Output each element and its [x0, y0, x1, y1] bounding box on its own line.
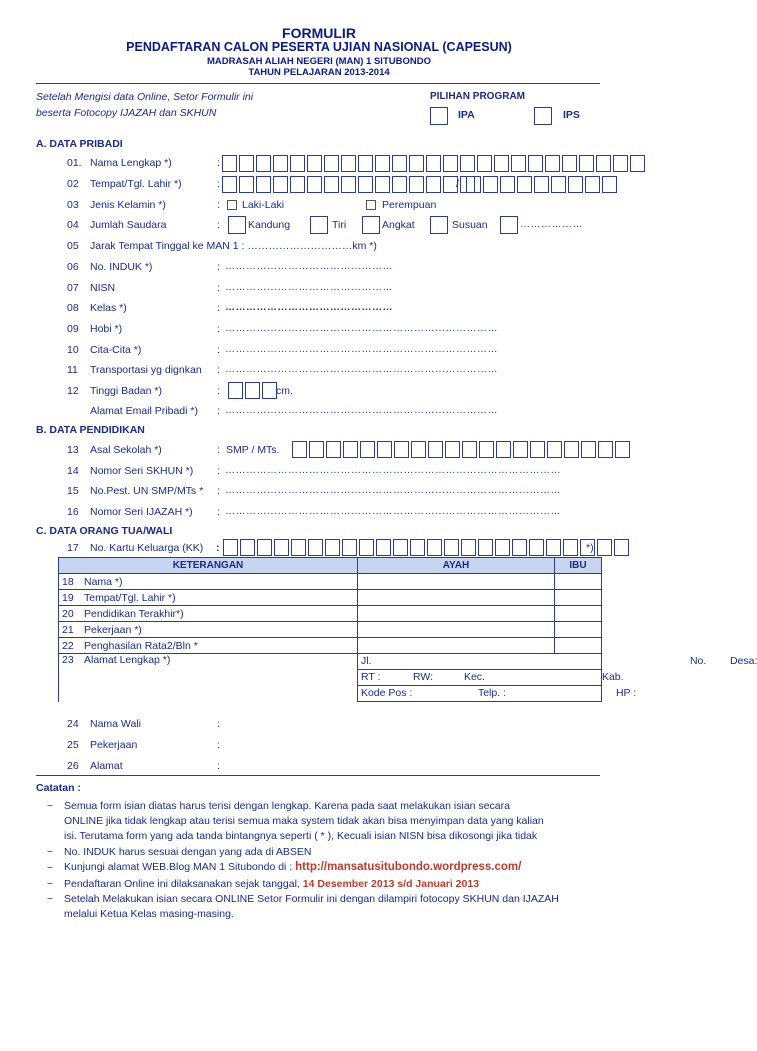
alamat-line-1[interactable] — [357, 654, 757, 670]
colon: : — [217, 506, 220, 518]
ibu-pendidikan-input[interactable] — [554, 606, 601, 622]
angkat-input[interactable] — [362, 216, 380, 234]
kelas-input[interactable]: ………………………………………… — [225, 302, 393, 313]
row-label: Pekerjaan *) — [81, 622, 357, 638]
field-label-ijazah: Nomor Seri IJAZAH *) — [90, 506, 193, 518]
row-label: Pendidikan Terakhir*) — [81, 606, 357, 622]
row-number: 22 — [59, 638, 82, 654]
row-number: 25 — [67, 739, 79, 751]
header-ayah: AYAH — [357, 558, 554, 574]
cm-label: cm. — [276, 385, 293, 397]
intro-line-1: Setelah Mengisi data Online, Setor Formulir ini — [36, 91, 254, 103]
form-subtitle: PENDAFTARAN CALON PESERTA UJIAN NASIONAL (CAPESUN) — [126, 40, 512, 54]
row-number: 11 — [67, 364, 78, 376]
induk-input[interactable]: ………………………………………… — [225, 261, 393, 272]
field-label-nama: Nama Lengkap *) — [90, 157, 172, 169]
date-separator: / — [456, 178, 459, 190]
field-label-hobi: Hobi *) — [90, 323, 123, 335]
desa-label: Desa: — [729, 655, 757, 667]
row-number: 26 — [67, 760, 79, 772]
colon: : — [217, 444, 220, 456]
no-pest-input[interactable]: …………………………………………………………………………………… — [225, 485, 561, 496]
field-label-kk: No. Kartu Keluarga (KK) — [90, 542, 204, 554]
field-label-asal-sekolah: Asal Sekolah *) — [90, 444, 162, 456]
field-label-saudara: Jumlah Saudara — [90, 219, 167, 231]
kodepos-label: Kode Pos : — [360, 687, 413, 699]
note-bullet: ~ — [47, 878, 54, 890]
ibu-pekerjaan-input[interactable] — [554, 622, 601, 638]
colon: : — [217, 485, 220, 497]
note-bullet: ~ — [47, 846, 54, 858]
smp-label: SMP / MTs. — [226, 444, 280, 456]
row-number: 01. — [67, 157, 82, 169]
cita-input[interactable]: …………………………………………………………………… — [225, 344, 498, 355]
colon: : — [217, 157, 220, 169]
kec-label: Kec. — [463, 671, 485, 683]
colon: : — [217, 178, 220, 190]
row-number: 05 — [67, 240, 79, 252]
row-number: 24 — [67, 718, 79, 730]
table-row — [59, 574, 602, 590]
header-divider — [36, 83, 600, 84]
row-number: 18 — [59, 574, 82, 590]
tiri-input[interactable] — [310, 216, 328, 234]
field-label-no-pest: No.Pest. UN SMP/MTs * — [90, 485, 204, 497]
note-2: No. INDUK harus sesuai dengan yang ada di ABSEN — [64, 846, 312, 858]
table-row — [59, 654, 602, 670]
table-row — [59, 638, 602, 654]
kk-input[interactable] — [223, 539, 631, 556]
note-4 — [64, 878, 479, 890]
alamat-line-2[interactable] — [357, 670, 624, 686]
ipa-label: IPA — [458, 109, 475, 121]
colon: : — [217, 718, 220, 730]
colon: : — [217, 219, 220, 231]
school-name: MADRASAH ALIAH NEGERI (MAN) 1 SITUBONDO — [207, 56, 431, 67]
colon: : — [217, 405, 220, 417]
tanggal-lahir-input[interactable] — [466, 176, 619, 193]
tiri-label: Tiri — [332, 219, 347, 231]
row-number: 12 — [67, 385, 79, 397]
rw-label: RW: — [412, 671, 433, 683]
colon: : — [217, 465, 220, 477]
note-5b: melalui Ketua Kelas masing-masing. — [64, 908, 234, 920]
table-header-row — [59, 558, 602, 574]
field-label-tinggi: Tinggi Badan *) — [90, 385, 162, 397]
angkat-label: Angkat — [382, 219, 415, 231]
row-number: 13 — [67, 444, 79, 456]
row-number: 16 — [67, 506, 79, 518]
section-b-title: B. DATA PENDIDIKAN — [36, 424, 145, 436]
notes-title: Catatan : — [36, 782, 81, 794]
kk-required: *) — [586, 542, 594, 554]
alamat-line-3[interactable] — [357, 686, 637, 702]
colon: : — [216, 542, 220, 554]
header-keterangan: KETERANGAN — [59, 558, 358, 574]
note-bullet: ~ — [47, 800, 54, 812]
colon: : — [217, 282, 220, 294]
field-label-pekerjaan-wali: Pekerjaan — [90, 739, 138, 751]
header-ibu: IBU — [554, 558, 601, 574]
row-number: 08 — [67, 302, 79, 314]
ibu-ttl-input[interactable] — [554, 590, 601, 606]
row-number: 15 — [67, 485, 79, 497]
ayah-nama-input[interactable] — [357, 574, 554, 590]
table-row — [59, 590, 602, 606]
colon: : — [217, 344, 220, 356]
gender-female-label: Perempuan — [382, 199, 437, 211]
tinggi-input[interactable] — [228, 382, 279, 399]
nama-lengkap-input[interactable] — [222, 155, 647, 172]
colon: : — [217, 302, 220, 314]
section-a-title: A. DATA PRIBADI — [36, 138, 123, 150]
colon: : — [217, 739, 220, 751]
row-number: 03 — [67, 199, 79, 211]
nisn-input[interactable]: ………………………………………… — [225, 282, 393, 293]
notes-divider — [36, 775, 600, 776]
field-label-jarak: Jarak Tempat Tinggal ke MAN 1 : …………………………km *) — [90, 240, 377, 252]
note-bullet: ~ — [47, 862, 54, 874]
asal-sekolah-input[interactable] — [292, 441, 632, 458]
note-3-text: Kunjungi alamat WEB.Blog MAN 1 Situbondo di : — [64, 861, 293, 873]
table-row — [59, 606, 602, 622]
colon: : — [217, 261, 220, 273]
row-number: 02 — [67, 178, 79, 190]
colon: : — [217, 199, 220, 211]
note-bullet: ~ — [47, 893, 54, 905]
colon: : — [217, 385, 220, 397]
intro-line-2: beserta Fotocopy IJAZAH dan SKHUN — [36, 107, 217, 119]
field-label-jk: Jenis Kelamin *) — [90, 199, 166, 211]
ips-checkbox[interactable] — [534, 107, 552, 125]
email-input[interactable]: …………………………………………………………………… — [225, 405, 498, 416]
field-label-skhun: Nomor Seri SKHUN *) — [90, 465, 194, 477]
jl-label: Jl. — [360, 655, 372, 667]
field-label-induk: No. INDUK *) — [90, 261, 153, 273]
ibu-nama-input[interactable] — [554, 574, 601, 590]
lainnya-input[interactable] — [500, 216, 518, 234]
ipa-checkbox[interactable] — [430, 107, 448, 125]
row-number: 07 — [67, 282, 79, 294]
ayah-pekerjaan-input[interactable] — [357, 622, 554, 638]
ibu-penghasilan-input[interactable] — [554, 638, 601, 654]
colon: : — [217, 364, 220, 376]
program-title: PILIHAN PROGRAM — [430, 91, 525, 102]
parents-table — [58, 557, 757, 702]
skhun-input[interactable]: …………………………………………………………………………………… — [225, 465, 561, 476]
field-label-email: Alamat Email Pribadi *) — [90, 405, 198, 417]
row-number: 14 — [67, 465, 79, 477]
field-label-ttl: Tempat/Tgl. Lahir *) — [90, 178, 182, 190]
ayah-ttl-input[interactable] — [357, 590, 554, 606]
note-1c: isi. Terutama form yang ada tanda bintangnya seperti ( * ), Kecuali isian NISN bisa dikosongi jika tidak — [64, 830, 538, 842]
note-5a: Setelah Melakukan isian secara ONLINE Setor Formulir ini dengan dilampiri fotocopy SKHUN dan IJAZAH — [64, 893, 559, 905]
row-label: Penghasilan Rata2/Bln * — [81, 638, 357, 654]
row-number: 19 — [59, 590, 82, 606]
tempat-lahir-input[interactable] — [222, 176, 477, 193]
kab-label: Kab. — [601, 671, 624, 683]
section-c-title: C. DATA ORANG TUA/WALI — [36, 525, 173, 537]
field-label-alamat-wali: Alamat — [90, 760, 123, 772]
row-number: 21 — [59, 622, 82, 638]
hobi-input[interactable]: …………………………………………………………………… — [225, 323, 498, 334]
note-3 — [64, 861, 521, 873]
academic-year: TAHUN PELAJARAN 2013-2014 — [248, 67, 390, 78]
rt-label: RT : — [360, 671, 381, 683]
hp-label: HP : — [615, 687, 637, 699]
row-number: 06 — [67, 261, 79, 273]
row-number: 10 — [67, 344, 79, 356]
laki-checkbox[interactable] — [227, 200, 237, 210]
note-4-text: Pendaftaran Online ini dilaksanakan sejak tanggal, — [64, 878, 300, 890]
note-1b: ONLINE jika tidak lengkap atau terisi semua maka system tidak akan bisa menyimpan data yang kalian — [64, 815, 544, 827]
field-label-nisn: NISN — [90, 282, 116, 294]
susuan-input[interactable] — [430, 216, 448, 234]
ayah-pendidikan-input[interactable] — [357, 606, 554, 622]
field-label-transportasi: Transportasi yg dignkan — [90, 364, 202, 376]
row-number: 23 — [59, 654, 82, 702]
telp-label: Telp. : — [477, 687, 506, 699]
perempuan-checkbox[interactable] — [366, 200, 376, 210]
susuan-label: Susuan — [452, 219, 488, 231]
field-label-kelas: Kelas *) — [90, 302, 127, 314]
note-1a: Semua form isian diatas harus terisi dengan lengkap. Karena pada saat melakukan isian secara — [64, 800, 510, 812]
gender-male-label: Laki-Laki — [242, 199, 285, 211]
registration-date: 14 Desember 2013 s/d Januari 2013 — [302, 878, 480, 890]
row-number: 17 — [67, 542, 79, 554]
row-label: Alamat Lengkap *) — [81, 654, 357, 702]
form-title: FORMULIR — [282, 25, 356, 41]
ijazah-input[interactable]: …………………………………………………………………………………… — [225, 506, 561, 517]
row-number: 09 — [67, 323, 79, 335]
no-label: No. — [689, 655, 707, 667]
transportasi-input[interactable]: …………………………………………………………………… — [225, 364, 498, 375]
lainnya-dots: ……………… — [520, 219, 583, 230]
field-label-cita: Cita-Cita *) — [90, 344, 142, 356]
ayah-penghasilan-input[interactable] — [357, 638, 554, 654]
row-number: 20 — [59, 606, 82, 622]
table-row — [59, 622, 602, 638]
ips-label: IPS — [563, 109, 580, 121]
row-label: Tempat/Tgl. Lahir *) — [81, 590, 357, 606]
row-label: Nama *) — [81, 574, 357, 590]
kandung-label: Kandung — [248, 219, 291, 231]
colon: : — [217, 323, 220, 335]
field-label-wali: Nama Wali — [90, 718, 141, 730]
kandung-input[interactable] — [228, 216, 246, 234]
blog-link[interactable]: http://mansatusitubondo.wordpress.com/ — [295, 861, 522, 873]
colon: : — [217, 760, 220, 772]
row-number: 04 — [67, 219, 79, 231]
